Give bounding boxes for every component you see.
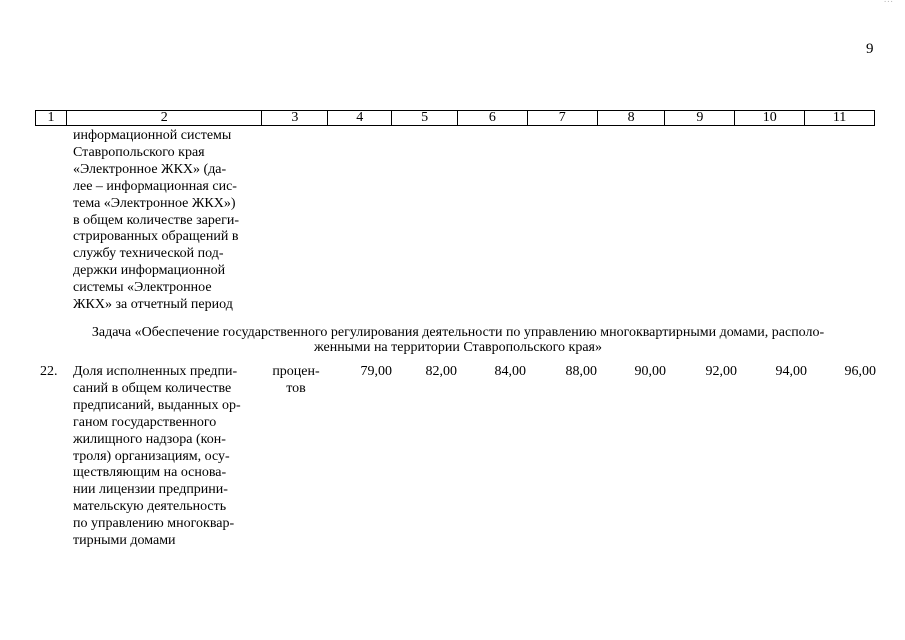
text-line: предписаний, выданных ор- bbox=[73, 397, 241, 413]
text-line: ганом государственного bbox=[73, 414, 217, 430]
text-line: Доля исполненных предпи- bbox=[73, 364, 238, 379]
header-cell-2: 2 bbox=[66, 111, 262, 125]
header-cell-11: 11 bbox=[804, 111, 874, 125]
text-line: мательскую деятельность bbox=[73, 499, 227, 515]
unit-line: процен- bbox=[272, 364, 320, 379]
value-col-4: 79,00 bbox=[360, 364, 392, 379]
text-line: стрированных обращений в bbox=[73, 229, 239, 245]
text-line: службу технической под- bbox=[73, 246, 224, 262]
text-line: жилищного надзора (кон- bbox=[73, 431, 226, 447]
value-col-6: 84,00 bbox=[494, 364, 526, 379]
header-cell-8: 8 bbox=[597, 111, 665, 125]
value-col-8: 90,00 bbox=[634, 364, 666, 379]
unit-of-measure bbox=[270, 364, 322, 398]
text-line: саний в общем количестве bbox=[73, 380, 232, 396]
value-col-11: 96,00 bbox=[844, 364, 876, 379]
text-line: троля) организациям, осу- bbox=[73, 448, 230, 464]
text-line: держки информационной bbox=[73, 263, 226, 279]
text-line: в общем количестве зареги- bbox=[73, 212, 240, 228]
header-cell-7: 7 bbox=[527, 111, 597, 125]
task-line: Задача «Обеспечение государственного регулирования деятельности по управлению многоквартирными домами, располо- bbox=[91, 325, 825, 340]
task-heading bbox=[36, 325, 880, 355]
header-cell-9: 9 bbox=[664, 111, 734, 125]
text-line: Ставропольского края bbox=[73, 144, 205, 160]
text-line: информационной системы bbox=[73, 128, 232, 143]
value-col-7: 88,00 bbox=[565, 364, 597, 379]
text-line: лее – информационная сис- bbox=[73, 178, 237, 194]
corner-mark bbox=[884, 0, 894, 4]
header-cell-5: 5 bbox=[391, 111, 457, 125]
header-cell-4: 4 bbox=[327, 111, 391, 125]
text-line: по управлению многоквар- bbox=[73, 516, 235, 532]
text-line: ЖКХ» за отчетный период bbox=[73, 297, 233, 313]
indicator-name-text bbox=[73, 364, 259, 550]
header-cell-3: 3 bbox=[261, 111, 327, 125]
task-line: женными на территории Ставропольского края» bbox=[314, 340, 602, 355]
text-line: ществляющим на основа- bbox=[73, 465, 227, 481]
continued-indicator-text bbox=[73, 128, 259, 314]
value-col-9: 92,00 bbox=[705, 364, 737, 379]
page-number: 9 bbox=[866, 41, 874, 57]
unit-line: тов bbox=[286, 380, 306, 396]
header-cell-6: 6 bbox=[457, 111, 527, 125]
text-line: системы «Электронное bbox=[73, 280, 212, 296]
header-cell-10: 10 bbox=[734, 111, 804, 125]
header-cell-1: 1 bbox=[47, 110, 55, 125]
text-line: «Электронное ЖКХ» (да- bbox=[73, 161, 227, 177]
value-col-5: 82,00 bbox=[425, 364, 457, 379]
value-col-10: 94,00 bbox=[775, 364, 807, 379]
text-line: нии лицензии предприни- bbox=[73, 482, 228, 498]
text-line: тирными домами bbox=[73, 533, 176, 549]
row-number: 22. bbox=[40, 364, 58, 379]
text-line: тема «Электронное ЖКХ») bbox=[73, 195, 236, 211]
column-number-header-row bbox=[35, 110, 875, 126]
